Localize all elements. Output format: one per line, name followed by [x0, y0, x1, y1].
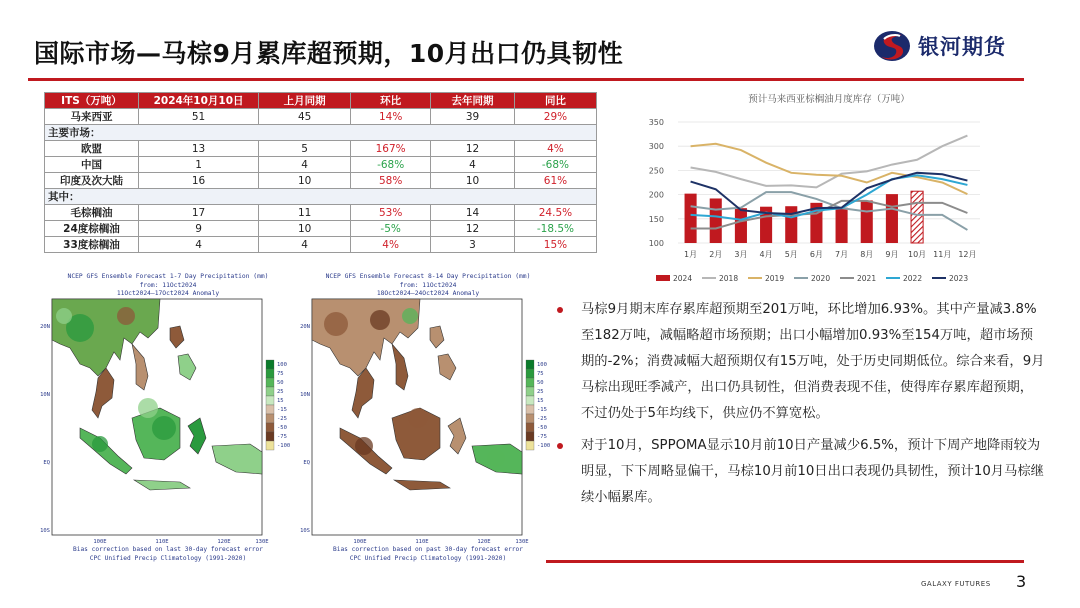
- row-label: 马来西亚: [45, 109, 139, 125]
- lon-label: 100E: [93, 539, 107, 545]
- y-tick-label: 100: [648, 239, 664, 248]
- x-tick-label: 9月: [885, 250, 899, 259]
- table-cell: 10: [431, 173, 515, 189]
- legend-value: 50: [537, 380, 544, 386]
- legend-swatch: [526, 360, 534, 369]
- x-tick-label: 11月: [933, 250, 952, 259]
- legend-value: 25: [537, 389, 544, 395]
- legend-swatch: [526, 405, 534, 414]
- legend-value: 100: [277, 362, 287, 368]
- legend-value: -50: [277, 425, 287, 431]
- lat-label: 10N: [40, 392, 50, 398]
- anomaly-blob: [92, 436, 108, 452]
- legend-swatch: [266, 387, 274, 396]
- y-tick-label: 200: [648, 190, 664, 200]
- legend-swatch: [526, 441, 534, 450]
- table-section-row: [45, 189, 597, 205]
- table-cell: 1: [138, 157, 258, 173]
- table-cell: 16: [138, 173, 258, 189]
- legend-swatch: [266, 441, 274, 450]
- anomaly-blob: [56, 308, 72, 324]
- table-cell: -68%: [351, 157, 431, 173]
- table-cell: 11: [259, 205, 351, 221]
- row-label: 毛棕榈油: [45, 205, 139, 221]
- map-title: NCEP GFS Ensemble Forecast 8-14 Day Precipitation (mm): [325, 273, 531, 280]
- legend-value: -25: [277, 416, 287, 422]
- map-period: 18Oct2024—24Oct2024 Anomaly: [376, 290, 480, 297]
- lon-label: 130E: [255, 539, 269, 545]
- analysis-text: [555, 297, 1045, 517]
- page-title: 国际市场—马棕9月累库超预期，10月出口仍具韧性: [34, 39, 624, 68]
- analysis-paragraph: [555, 433, 1045, 511]
- legend-value: -100: [277, 443, 291, 449]
- y-tick-label: 150: [648, 214, 664, 224]
- bar-2024: [886, 194, 898, 243]
- bar-2024: [735, 208, 747, 243]
- table-cell: 4: [259, 237, 351, 253]
- table-cell: 5: [259, 141, 351, 157]
- table-cell: 24.5%: [514, 205, 596, 221]
- table-cell: 61%: [514, 173, 596, 189]
- table-cell: 13: [138, 141, 258, 157]
- table-cell: -18.5%: [514, 221, 596, 237]
- bar-2024: [785, 206, 797, 243]
- x-tick-label: 12月: [958, 250, 977, 259]
- table-row: [45, 173, 597, 189]
- s-logo-icon: [872, 26, 912, 66]
- anomaly-blob: [402, 308, 418, 324]
- legend-value: -50: [537, 425, 547, 431]
- table-header-cell: ITS（万吨）: [45, 93, 139, 109]
- x-tick-label: 4月: [759, 250, 773, 259]
- legend-label: 2020: [811, 274, 831, 283]
- y-tick-label: 250: [648, 166, 664, 176]
- table-cell: 12: [431, 141, 515, 157]
- bullet-icon: [557, 443, 563, 449]
- bar-2024: [710, 198, 722, 243]
- y-tick-label: 350: [648, 118, 664, 127]
- legend-value: -15: [277, 407, 287, 413]
- legend-value: -25: [537, 416, 547, 422]
- anomaly-blob: [370, 310, 390, 330]
- table-cell: 4%: [514, 141, 596, 157]
- legend-value: 75: [537, 371, 544, 377]
- legend-swatch: [526, 387, 534, 396]
- map-title: NCEP GFS Ensemble Forecast 1-7 Day Precipitation (mm): [67, 273, 269, 280]
- map-period: 11Oct2024—17Oct2024 Anomaly: [116, 290, 220, 297]
- table-cell: 167%: [351, 141, 431, 157]
- table-header-cell: 同比: [514, 93, 596, 109]
- table-cell: 4: [259, 157, 351, 173]
- inventory-chart: [640, 90, 990, 290]
- table-cell: 3: [431, 237, 515, 253]
- lat-label: 10N: [300, 392, 310, 398]
- x-tick-label: 5月: [784, 250, 798, 259]
- map-footer-source: CPC Unified Precip Climatology (1991-2020): [89, 555, 247, 562]
- legend-value: 15: [537, 398, 544, 404]
- legend-value: -15: [537, 407, 547, 413]
- legend-swatch: [266, 360, 274, 369]
- legend-label: 2018: [719, 274, 739, 283]
- x-tick-label: 7月: [835, 250, 849, 259]
- table-section-row: [45, 125, 597, 141]
- table-header-cell: 环比: [351, 93, 431, 109]
- lat-label: 10S: [40, 528, 50, 534]
- legend-value: 25: [277, 389, 284, 395]
- lon-label: 100E: [353, 539, 367, 545]
- legend-label: 2024: [673, 274, 693, 283]
- lat-label: 20N: [300, 324, 310, 330]
- lat-label: 20N: [40, 324, 50, 330]
- table-cell: 53%: [351, 205, 431, 221]
- y-tick-label: 300: [648, 142, 664, 152]
- map-footer-source: CPC Unified Precip Climatology (1991-2020): [349, 555, 507, 562]
- lon-label: 110E: [415, 539, 429, 545]
- x-tick-label: 8月: [860, 250, 874, 259]
- table-header-row: [45, 93, 597, 109]
- legend-swatch: [526, 423, 534, 432]
- table-header-cell: 2024年10月10日: [138, 93, 258, 109]
- table-row: [45, 141, 597, 157]
- row-label: 中国: [45, 157, 139, 173]
- precip-map-week1: [40, 268, 300, 564]
- bar-2024: [861, 200, 873, 243]
- table-cell: 39: [431, 109, 515, 125]
- its-export-table: [44, 92, 597, 253]
- legend-swatch: [526, 378, 534, 387]
- legend-swatch: [266, 414, 274, 423]
- legend-value: 100: [537, 362, 547, 368]
- table-cell: 58%: [351, 173, 431, 189]
- table-cell: 15%: [514, 237, 596, 253]
- x-tick-label: 6月: [809, 250, 823, 259]
- lon-label: 120E: [477, 539, 491, 545]
- table-cell: 51: [138, 109, 258, 125]
- table-cell: 9: [138, 221, 258, 237]
- lat-label: 10S: [300, 528, 310, 534]
- table-cell: 14: [431, 205, 515, 221]
- table-cell: 12: [431, 221, 515, 237]
- legend-value: 75: [277, 371, 284, 377]
- title-divider: [28, 78, 1024, 81]
- table-header-cell: 上月同期: [259, 93, 351, 109]
- legend-swatch: [266, 423, 274, 432]
- precip-map-week2: [300, 268, 560, 564]
- table-cell: 10: [259, 221, 351, 237]
- table-cell: -68%: [514, 157, 596, 173]
- legend-swatch: [656, 275, 670, 281]
- line-series-2022: [691, 175, 968, 220]
- anomaly-blob: [355, 437, 373, 455]
- map-footer: Bias correction based on last 30-day forecast error: [73, 546, 263, 553]
- lat-label: EQ: [43, 460, 50, 466]
- paragraph-text: 对于10月，SPPOMA显示10月前10日产量减少6.5%，预计下周产地降雨较为明显，下下周略显偏干，马棕10月前10日出口表现仍具韧性，预计10月马棕继续小幅累库。: [581, 438, 1044, 505]
- row-label: 欧盟: [45, 141, 139, 157]
- row-label: 33度棕榈油: [45, 237, 139, 253]
- anomaly-blob: [324, 312, 348, 336]
- analysis-paragraph: [555, 297, 1045, 427]
- lon-label: 130E: [515, 539, 529, 545]
- footer-brand: GALAXY FUTURES: [921, 580, 991, 588]
- section-label: 其中：: [45, 189, 597, 205]
- map-subtitle: from: 11Oct2024: [139, 282, 197, 289]
- legend-label: 2021: [857, 274, 877, 283]
- bar-2024: [911, 191, 923, 243]
- anomaly-blob: [117, 307, 135, 325]
- x-tick-label: 2月: [709, 250, 723, 259]
- logo-text: 银河期货: [918, 35, 1006, 59]
- table-row: [45, 237, 597, 253]
- legend-swatch: [526, 396, 534, 405]
- legend-swatch: [526, 414, 534, 423]
- footer-divider: [546, 560, 1024, 563]
- legend-swatch: [526, 432, 534, 441]
- page-number: 3: [1016, 572, 1027, 591]
- x-tick-label: 3月: [734, 250, 748, 259]
- legend-swatch: [266, 432, 274, 441]
- bar-2024: [685, 194, 697, 243]
- x-tick-label: 1月: [684, 250, 698, 259]
- anomaly-blob: [138, 398, 158, 418]
- table-cell: 4: [138, 237, 258, 253]
- table-cell: 10: [259, 173, 351, 189]
- legend-swatch: [266, 396, 274, 405]
- lon-label: 120E: [217, 539, 231, 545]
- row-label: 印度及次大陆: [45, 173, 139, 189]
- paragraph-text: 马棕9月期末库存累库超预期至201万吨，环比增加6.93%。其中产量减3.8%至182万吨，减幅略超市场预期；出口小幅增加0.93%至154万吨，超市场预期的-2%；消费减幅大超预期仅有15万吨，处于历史同期低位。综合来看，9月马棕出现旺季减产，出口仍具韧性，但消费表现不佳，使得库存累库超预期，不过仍处于5年均线下，供应仍不算宽松。: [581, 302, 1045, 421]
- company-logo: [872, 26, 1006, 66]
- lon-label: 110E: [155, 539, 169, 545]
- section-label: 主要市场：: [45, 125, 597, 141]
- legend-label: 2023: [949, 274, 969, 283]
- legend-swatch: [266, 369, 274, 378]
- table-cell: 29%: [514, 109, 596, 125]
- legend-value: 50: [277, 380, 284, 386]
- table-cell: 14%: [351, 109, 431, 125]
- legend-swatch: [266, 405, 274, 414]
- lat-label: EQ: [303, 460, 310, 466]
- bullet-icon: [557, 307, 563, 313]
- legend-value: -75: [537, 434, 547, 440]
- table-cell: 45: [259, 109, 351, 125]
- table-cell: -5%: [351, 221, 431, 237]
- x-tick-label: 10月: [907, 250, 927, 259]
- table-row: [45, 157, 597, 173]
- anomaly-blob: [487, 449, 505, 467]
- table-row: [45, 109, 597, 125]
- legend-swatch: [266, 378, 274, 387]
- legend-value: 15: [277, 398, 284, 404]
- anomaly-blob: [152, 416, 176, 440]
- legend-value: -75: [277, 434, 287, 440]
- line-series-2019: [691, 144, 968, 194]
- table-cell: 4: [431, 157, 515, 173]
- legend-value: -100: [537, 443, 551, 449]
- legend-label: 2022: [903, 274, 923, 283]
- row-label: 24度棕榈油: [45, 221, 139, 237]
- map-subtitle: from: 11Oct2024: [399, 282, 457, 289]
- map-footer: Bias correction based on past 30-day forecast error: [333, 546, 523, 553]
- table-header-cell: 去年同期: [431, 93, 515, 109]
- table-row: [45, 221, 597, 237]
- chart-title: 预计马来西亚棕榈油月度库存（万吨）: [748, 94, 910, 105]
- table-row: [45, 205, 597, 221]
- legend-label: 2019: [765, 274, 785, 283]
- legend-swatch: [526, 369, 534, 378]
- table-cell: 4%: [351, 237, 431, 253]
- table-cell: 17: [138, 205, 258, 221]
- bar-2024: [836, 208, 848, 243]
- anomaly-blob: [408, 408, 428, 428]
